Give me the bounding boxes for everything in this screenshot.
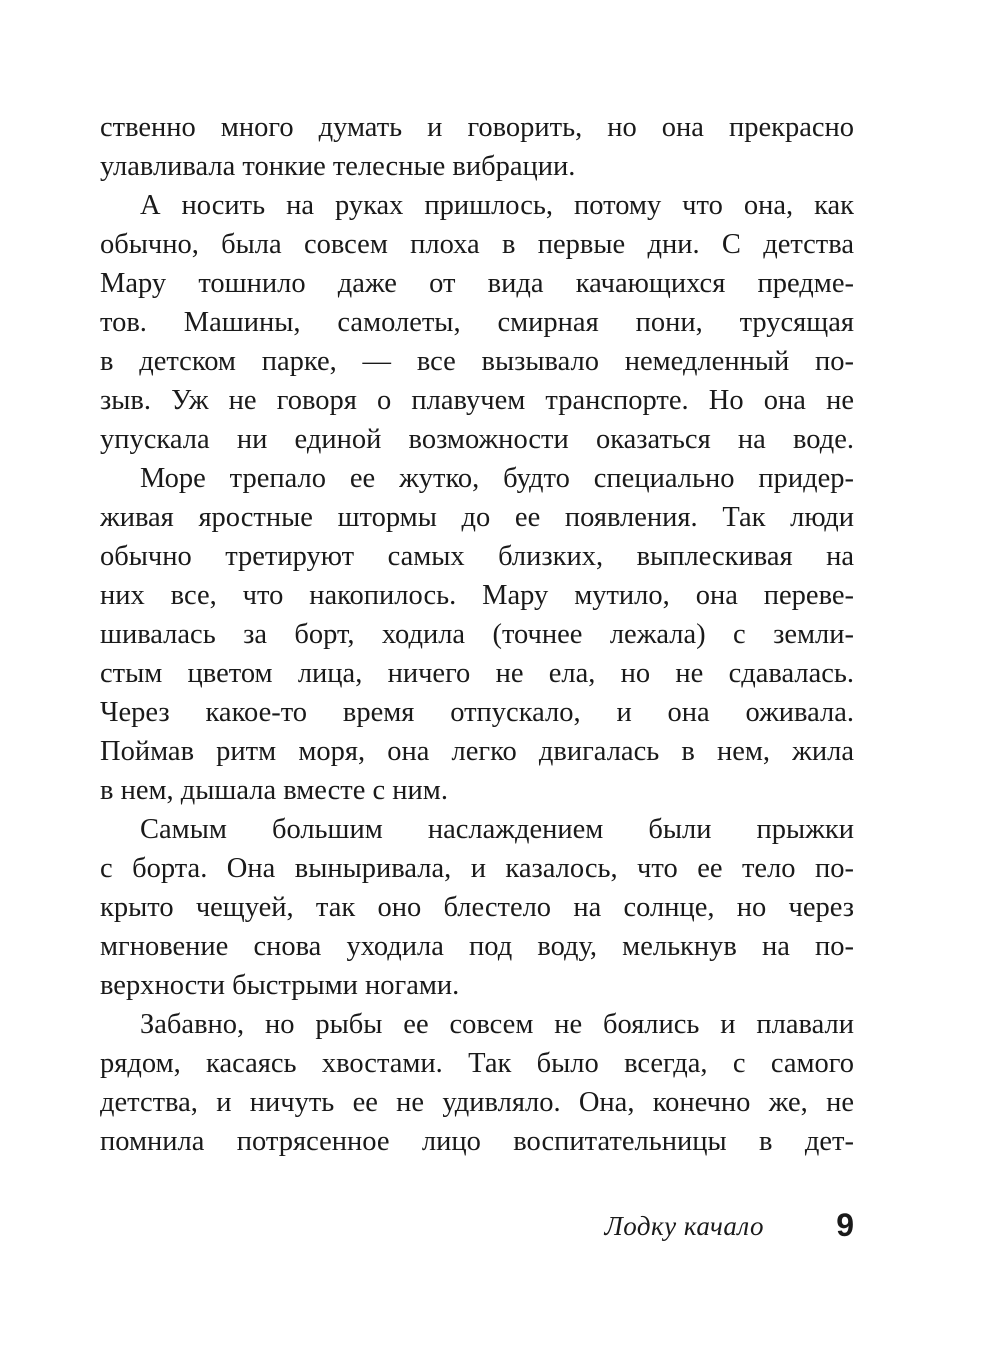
text-line: живая яростные штормы до ее появления. Так люди bbox=[100, 502, 854, 533]
text-line: помнила потрясенное лицо воспитательницы в дет- bbox=[100, 1126, 854, 1157]
text-line: Через какое-то время отпускало, и она оживала. bbox=[100, 697, 854, 728]
page-footer bbox=[100, 1206, 854, 1246]
text-line: детства, и ничуть ее не удивляло. Она, конечно же, не bbox=[100, 1087, 854, 1118]
text-line: ственно много думать и говорить, но она прекрасно bbox=[100, 112, 854, 143]
text-line: Море трепало ее жутко, будто специально придер- bbox=[140, 463, 854, 494]
text-line: обычно третируют самых близких, выплескивая на bbox=[100, 541, 854, 572]
text-line: зыв. Уж не говоря о плавучем транспорте. Но она не bbox=[100, 385, 854, 416]
text-line: стым цветом лица, ничего не ела, но не сдавалась. bbox=[100, 658, 854, 689]
text-line: с борта. Она выныривала, и казалось, что ее тело по- bbox=[100, 853, 854, 884]
text-line: обычно, была совсем плоха в первые дни. С детства bbox=[100, 229, 854, 260]
text-line: в нем, дышала вместе с ним. bbox=[100, 775, 448, 806]
text-line: шивалась за борт, ходила (точнее лежала) с земли- bbox=[100, 619, 854, 650]
text-line: Поймав ритм моря, она легко двигалась в нем, жила bbox=[100, 736, 854, 767]
body-text bbox=[100, 108, 854, 1161]
text-line: в детском парке, — все вызывало немедленный по- bbox=[100, 346, 854, 377]
text-line: Самым большим наслаждением были прыжки bbox=[140, 814, 854, 845]
text-line: упускала ни единой возможности оказаться на воде. bbox=[100, 424, 854, 455]
text-line: крыто чещуей, так оно блестело на солнце, но через bbox=[100, 892, 854, 923]
text-line: рядом, касаясь хвостами. Так было всегда, с самого bbox=[100, 1048, 854, 1079]
text-line: верхности быстрыми ногами. bbox=[100, 970, 460, 1001]
page-number: 9 bbox=[836, 1207, 854, 1243]
text-line: Забавно, но рыбы ее совсем не боялись и плавали bbox=[140, 1009, 854, 1040]
text-line: улавливала тонкие телесные вибрации. bbox=[100, 151, 576, 182]
text-line: мгновение снова уходила под воду, мелькнув на по- bbox=[100, 931, 854, 962]
text-line: тов. Машины, самолеты, смирная пони, трусящая bbox=[100, 307, 854, 338]
text-line: них все, что накопилось. Мару мутило, она переве- bbox=[100, 580, 854, 611]
running-title: Лодку качало bbox=[604, 1211, 764, 1241]
text-line: А носить на руках пришлось, потому что она, как bbox=[140, 190, 854, 221]
text-line: Мару тошнило даже от вида качающихся предме- bbox=[100, 268, 854, 299]
